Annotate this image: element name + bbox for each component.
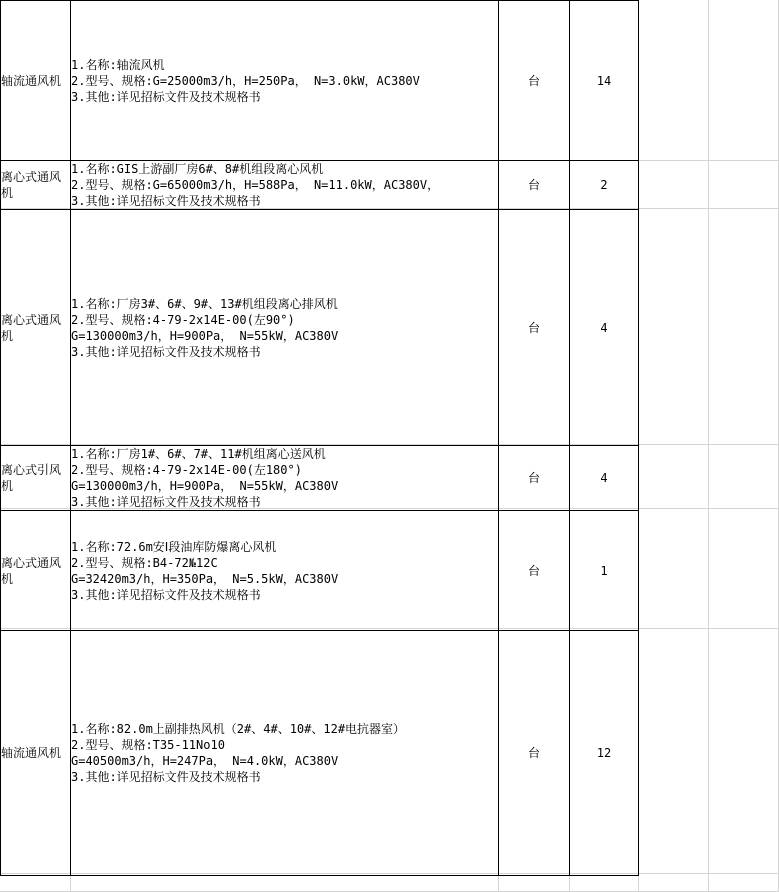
- quantity-cell[interactable]: 4: [570, 210, 639, 446]
- description-line: 1.名称:72.6m安Ⅰ段油库防爆离心风机: [71, 539, 277, 554]
- table-row: [1, 631, 639, 876]
- gridline: [708, 0, 709, 892]
- description-line: 3.其他:详见招标文件及技术规格书: [71, 194, 261, 208]
- description-line: 1.名称:轴流风机: [71, 57, 165, 72]
- item-description-cell[interactable]: [71, 161, 499, 210]
- item-name-cell[interactable]: 轴流通风机: [1, 1, 71, 161]
- description-line: G=32420m3/h，H=350Pa， N=5.5kW，AC380V: [71, 571, 339, 586]
- item-description-cell[interactable]: [71, 446, 499, 511]
- description-line: 2.型号、规格:T35-11No10: [71, 738, 225, 752]
- description-line: 2.型号、规格:4-79-2x14E-00(左180°): [71, 463, 302, 477]
- description-line: 2.型号、规格:G=65000m3/h，H=588Pa， N=11.0kW，AC380V，: [71, 178, 440, 192]
- description-line: G=40500m3/h，H=247Pa， N=4.0kW，AC380V: [71, 754, 339, 768]
- quantity-cell[interactable]: 2: [570, 161, 639, 210]
- unit-cell[interactable]: 台: [499, 511, 570, 631]
- item-description-cell[interactable]: [71, 511, 499, 631]
- table-row: [1, 1, 639, 161]
- description-line: 1.名称:厂房3#、6#、9#、13#机组段离心排风机: [71, 296, 338, 311]
- description-line: 2.型号、规格:G=25000m3/h，H=250Pa， N=3.0kW，AC380V: [71, 73, 420, 88]
- unit-cell[interactable]: 台: [499, 631, 570, 876]
- description-line: 2.型号、规格:B4-72№12C: [71, 555, 218, 570]
- description-line: 1.名称:厂房1#、6#、7#、11#机组离心送风机: [71, 447, 326, 461]
- description-line: 3.其他:详见招标文件及技术规格书: [71, 344, 261, 359]
- item-name-cell[interactable]: 轴流通风机: [1, 631, 71, 876]
- description-line: G=130000m3/h，H=900Pa， N=55kW，AC380V: [71, 479, 339, 493]
- quantity-cell[interactable]: 14: [570, 1, 639, 161]
- description-line: 1.名称:GIS上游副厂房6#、8#机组段离心风机: [71, 162, 324, 176]
- description-line: 3.其他:详见招标文件及技术规格书: [71, 770, 261, 784]
- description-line: G=130000m3/h，H=900Pa， N=55kW，AC380V: [71, 328, 339, 343]
- item-name-cell[interactable]: 离心式通风机: [1, 511, 71, 631]
- quantity-cell[interactable]: 1: [570, 511, 639, 631]
- item-name-cell[interactable]: 离心式通风机: [1, 210, 71, 446]
- unit-cell[interactable]: 台: [499, 210, 570, 446]
- table-row: [1, 161, 639, 210]
- table-row: [1, 446, 639, 511]
- item-description-cell[interactable]: [71, 210, 499, 446]
- unit-cell[interactable]: 台: [499, 161, 570, 210]
- description-line: 3.其他:详见招标文件及技术规格书: [71, 587, 261, 602]
- description-line: 3.其他:详见招标文件及技术规格书: [71, 89, 261, 104]
- quantity-cell[interactable]: 12: [570, 631, 639, 876]
- description-line: 2.型号、规格:4-79-2x14E-00(左90°): [71, 312, 295, 327]
- table-row: [1, 511, 639, 631]
- table-row: [1, 210, 639, 446]
- item-name-cell[interactable]: 离心式引风机: [1, 446, 71, 511]
- item-description-cell[interactable]: [71, 1, 499, 161]
- unit-cell[interactable]: 台: [499, 1, 570, 161]
- quantity-cell[interactable]: 4: [570, 446, 639, 511]
- unit-cell[interactable]: 台: [499, 446, 570, 511]
- description-line: 1.名称:82.0m上副排热风机（2#、4#、10#、12#电抗器室）: [71, 722, 406, 736]
- item-name-cell[interactable]: 离心式通风机: [1, 161, 71, 210]
- item-description-cell[interactable]: [71, 631, 499, 876]
- description-line: 3.其他:详见招标文件及技术规格书: [71, 495, 261, 509]
